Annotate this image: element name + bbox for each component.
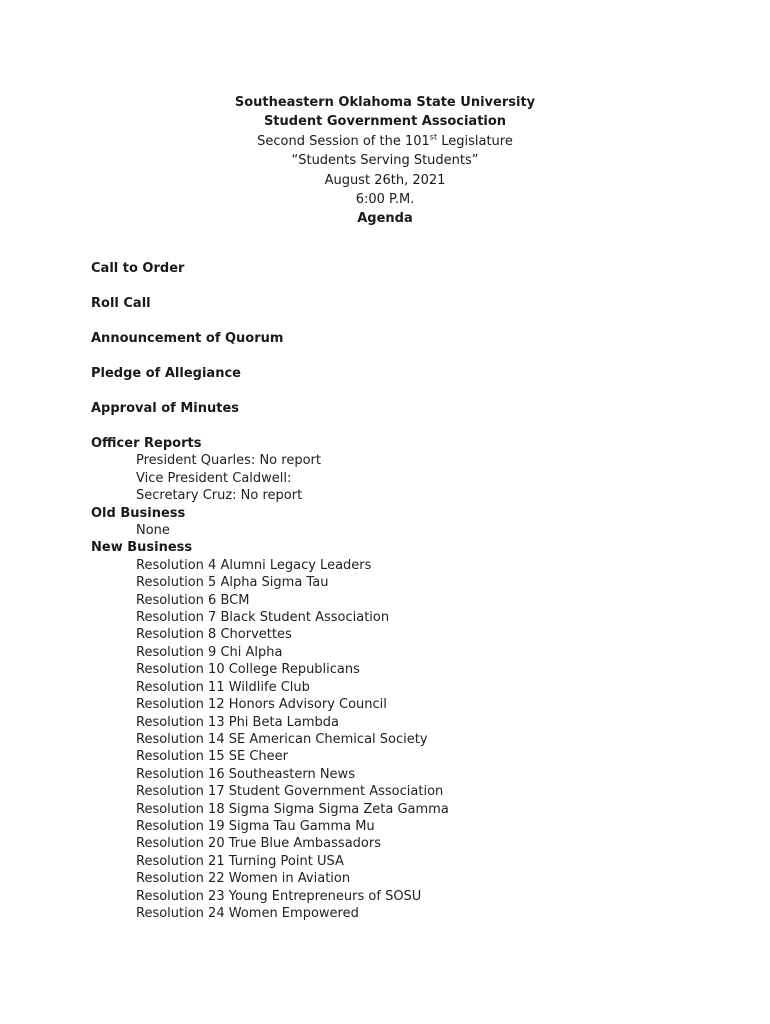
list-item: President Quarles: No report — [136, 453, 321, 469]
university-name: Southeastern Oklahoma State University — [234, 95, 536, 110]
agenda-header — [0, 93, 770, 229]
resolution-item: Resolution 15 SE Cheer — [136, 749, 288, 765]
agenda-body — [91, 260, 731, 922]
association-name: Student Government Association — [263, 114, 507, 130]
list-item: Secretary Cruz: No report — [136, 488, 303, 504]
motto: “Students Serving Students” — [291, 153, 479, 169]
resolution-item: Resolution 17 Student Government Association — [136, 784, 444, 800]
resolution-item: Resolution 10 College Republicans — [136, 662, 360, 678]
resolution-item: Resolution 12 Honors Advisory Council — [136, 697, 387, 713]
resolution-item: Resolution 6 BCM — [136, 592, 250, 608]
resolution-item: Resolution 11 Wildlife Club — [136, 679, 310, 695]
resolution-item: Resolution 14 SE American Chemical Society — [136, 731, 428, 747]
agenda-title: Agenda — [357, 211, 413, 227]
resolution-item: Resolution 13 Phi Beta Lambda — [136, 714, 340, 730]
resolution-item: Resolution 19 Sigma Tau Gamma Mu — [136, 818, 375, 834]
session-line — [0, 132, 770, 151]
section-roll-call: Roll Call — [91, 296, 151, 311]
section-pledge: Pledge of Allegiance — [91, 366, 241, 381]
resolution-item: Resolution 22 Women in Aviation — [136, 871, 351, 887]
session-ordinal: st — [429, 132, 438, 142]
resolution-item: Resolution 8 Chorvettes — [136, 627, 292, 643]
resolution-item: Resolution 16 Southeastern News — [136, 766, 355, 782]
resolution-item: Resolution 21 Turning Point USA — [136, 853, 344, 869]
resolution-item: Resolution 18 Sigma Sigma Sigma Zeta Gamma — [136, 801, 449, 817]
resolution-item: Resolution 7 Black Student Association — [136, 610, 390, 626]
resolution-item: Resolution 4 Alumni Legacy Leaders — [136, 557, 372, 573]
section-quorum: Announcement of Quorum — [91, 331, 284, 346]
section-call-to-order: Call to Order — [91, 261, 185, 276]
meeting-date: August 26th, 2021 — [324, 172, 446, 188]
section-old-business: Old Business — [91, 505, 186, 521]
section-officer-reports: Officer Reports — [91, 436, 202, 451]
resolution-item: Resolution 24 Women Empowered — [136, 905, 359, 921]
list-item: Vice President Caldwell: — [136, 470, 292, 486]
resolution-item: Resolution 5 Alpha Sigma Tau — [136, 575, 329, 591]
section-minutes: Approval of Minutes — [91, 401, 240, 416]
section-new-business: New Business — [91, 540, 193, 556]
meeting-time: 6:00 P.M. — [355, 192, 415, 208]
resolution-item: Resolution 20 True Blue Ambassadors — [136, 836, 381, 852]
session-suffix: Legislature — [437, 133, 513, 149]
session-prefix: Second Session of the 101 — [257, 133, 430, 149]
list-item: None — [136, 523, 170, 539]
resolution-item: Resolution 23 Young Entrepreneurs of SOSU — [136, 888, 422, 904]
resolution-item: Resolution 9 Chi Alpha — [136, 644, 283, 660]
